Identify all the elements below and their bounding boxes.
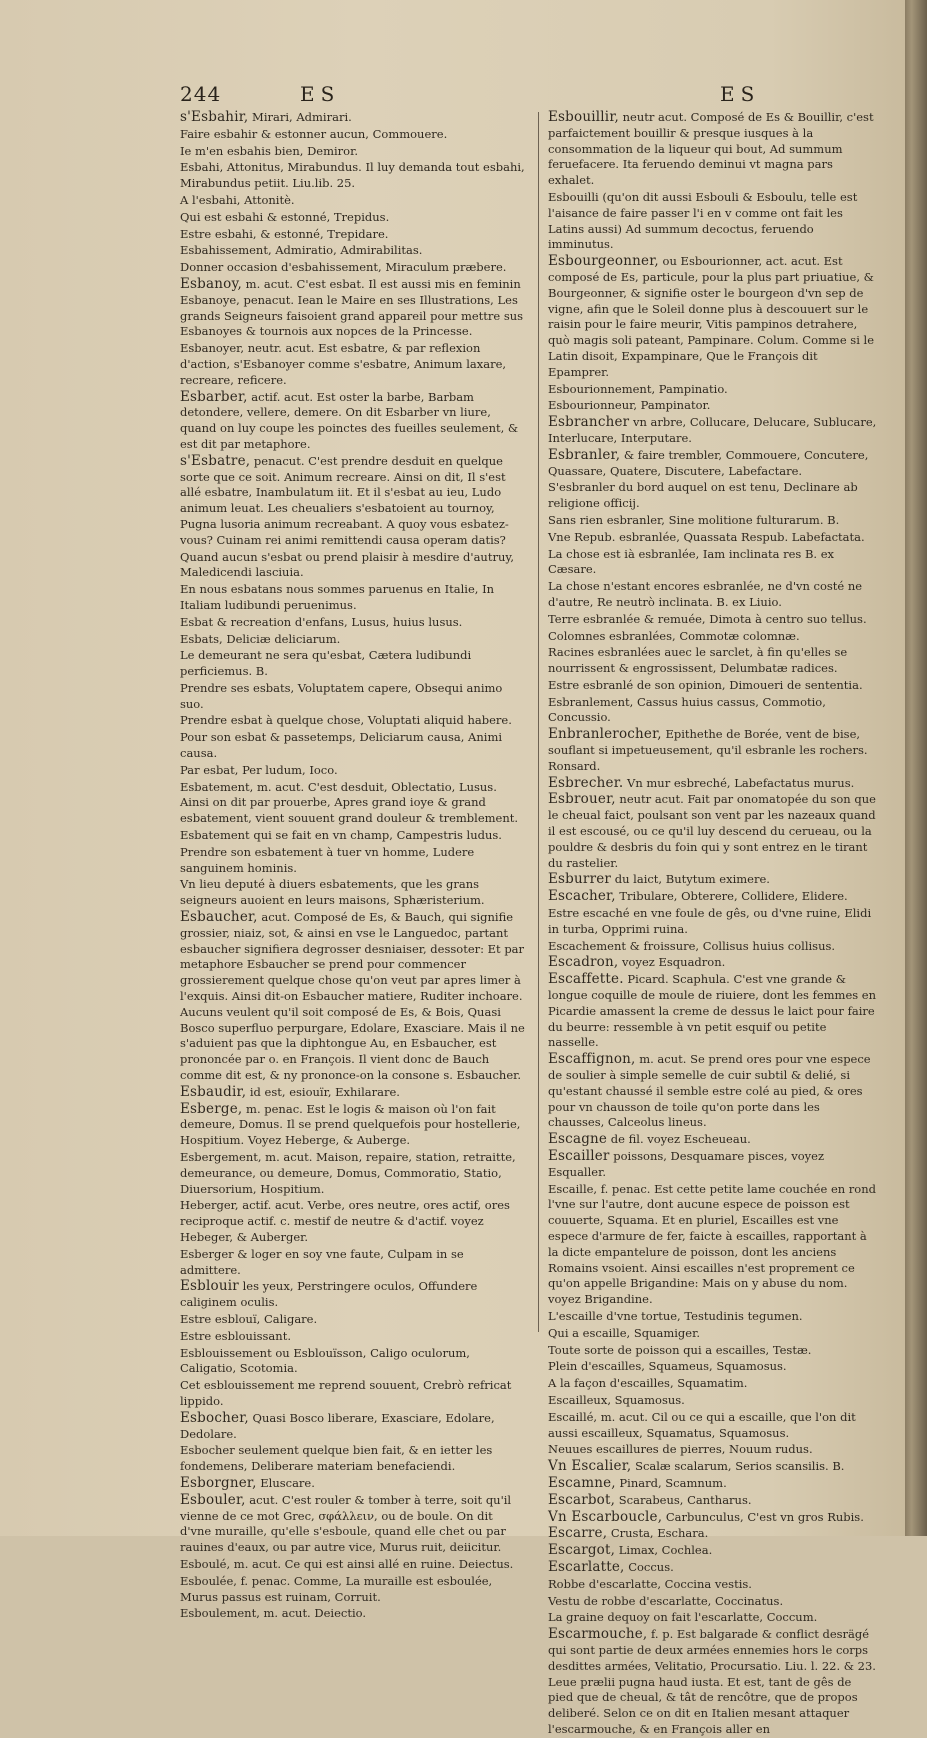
- dictionary-entry: [548, 645, 878, 677]
- dictionary-entry: [548, 955, 878, 971]
- entry-text: Donner occasion d'esbahissement, Miraculum præbere.: [180, 260, 507, 275]
- entry-text: La graine dequoy on fait l'escarlatte, Coccum.: [548, 1610, 818, 1625]
- dictionary-entry: [548, 1476, 878, 1492]
- entry-text: Esbahissement, Admiratio, Admirabilitas.: [180, 243, 423, 258]
- entry-text: Colomnes esbranlées, Commotæ colomnæ.: [548, 628, 800, 643]
- dictionary-entry: [180, 243, 525, 259]
- dictionary-entry: [548, 547, 878, 579]
- dictionary-entry: [180, 845, 525, 877]
- dictionary-entry: [180, 1476, 525, 1492]
- entry-headword: Esbranler,: [548, 446, 621, 463]
- dictionary-entry: [548, 1594, 878, 1610]
- dictionary-entry: [548, 889, 878, 905]
- entry-headword: Escarbot,: [548, 1491, 616, 1508]
- dictionary-entry: [548, 1526, 878, 1542]
- entry-headword: Esberge,: [180, 1100, 243, 1117]
- entry-text: Scarabeus, Cantharus.: [615, 1492, 752, 1507]
- entry-text: acut. Composé de Es, & Bauch, qui signifie grossier, niaiz, sot, & ainsi en vse le Languedoc, partant esbaucher signifiera degrosser desniaiser, dessoter: Et par metaphore Esbaucher se prend pour commencer grossierement quelque chose qu'on veut par apres limer à l'exquis. Ainsi dit-on Esbaucher matiere, Ruditer inchoare. Aucuns veulent qu'il soit composé de Es, & Bois, Quasi Bosco superfluo perpurgare, Edolare, Exasciare. Mais il ne s'aduient pas que la diphtongue Au, en Esbaucher, est prononcée par o. en François. Il vient donc de Bauch comme dit est, & ny prononce-on la consone s. Esbaucher.: [180, 910, 525, 1083]
- entry-text: vn arbre, Collucare, Delucare, Sublucare, Interlucare, Interputare.: [548, 415, 877, 445]
- entry-text: Esbourionneur, Pampinator.: [548, 398, 711, 413]
- entry-text: Estre escaché en vne foule de gês, ou d'vne ruine, Elidi in turba, Opprimi ruina.: [548, 906, 872, 936]
- entry-text: Scalæ scalarum, Serios scansilis. B.: [631, 1459, 845, 1474]
- dictionary-entry: [548, 1577, 878, 1593]
- dictionary-entry: [548, 727, 878, 774]
- dictionary-entry: [548, 480, 878, 512]
- dictionary-entry: [548, 1410, 878, 1442]
- dictionary-entry: [548, 1543, 878, 1559]
- dictionary-entry: [548, 1132, 878, 1148]
- entry-text: de fil. voyez Escheueau.: [607, 1132, 751, 1147]
- dictionary-entry: [548, 382, 878, 398]
- entry-text: m. acut. C'est esbat. Il est aussi mis en feminin Esbanoye, penacut. Iean le Maire en ses Illustrations, Les grands Seigneurs faisoient grand appareil pour mettre sus Esbanoyes & tournois aux nopces de la Princesse.: [180, 276, 524, 339]
- dictionary-entry: [180, 763, 525, 779]
- entry-headword: Esburrer: [548, 871, 612, 888]
- entry-headword: Escargot,: [548, 1542, 616, 1559]
- dictionary-entry: [180, 550, 525, 582]
- entry-text: Heberger, actif. acut. Verbe, ores neutre, ores actif, ores reciproque actif. c. mestif de neutre & d'actif. voyez Hebeger, & Auberger.: [180, 1198, 510, 1244]
- entry-text: Esbats, Deliciæ deliciarum.: [180, 631, 341, 646]
- entry-text: Terre esbranlée & remuée, Dimota à centro suo tellus.: [548, 611, 867, 626]
- dictionary-entry: [180, 632, 525, 648]
- entry-text: En nous esbatans nous sommes paruenus en Italie, In Italiam ludibundi peruenimus.: [180, 582, 495, 612]
- dictionary-entry: [548, 190, 878, 253]
- entry-text: Faire esbahir & estonner aucun, Commouere.: [180, 126, 448, 141]
- entry-text: Estre esbranlé de son opinion, Dimoueri de sententia.: [548, 677, 863, 692]
- entry-text: Escaille, f. penac. Est cette petite lame couchée en rond l'vne sur l'autre, dont aucune espece de poisson est couuerte, Squama. Et en pluriel, Escailles est vne espece d'armure de fer, faicte à escailles, rapportant à la dicte empantelure de poisson, dont les anciens Romains vsoient. Ainsi escailles n'est proprement ce qu'on appelle Brigandine: Mais on y abuse du nom. voyez Brigandine.: [548, 1181, 876, 1307]
- entry-text: Par esbat, Per ludum, Ioco.: [180, 762, 338, 777]
- dictionary-entry: [180, 780, 525, 827]
- entry-text: Escailleux, Squamosus.: [548, 1392, 685, 1407]
- dictionary-entry: [548, 1309, 878, 1325]
- dictionary-entry: [548, 415, 878, 447]
- dictionary-entry: [180, 110, 525, 126]
- entry-text: ou Esbourionner, act. acut. Est composé de Es, particule, pour la plus part priuatiue, & Bourgeonner, & signifie oster le bourgeon d'vn sep de vigne, afin que le Soleil donne plus à descouuert sur le raisin pour le faire meurir, Vitis pampinos detrahere, quò magis soli pateant, Pampinare. Colum. Comme si le Latin disoit, Expampinare, Que le François dit Epamprer.: [548, 254, 875, 379]
- dictionary-entry: [548, 1376, 878, 1392]
- entry-text: Esboulement, m. acut. Deiectio.: [180, 1606, 366, 1621]
- dictionary-entry: [180, 1329, 525, 1345]
- entry-text: Esboulé, m. acut. Ce qui est ainsi allé en ruine. Deiectus.: [180, 1556, 514, 1571]
- entry-headword: Escagne: [548, 1131, 608, 1148]
- dictionary-entry: [548, 1326, 878, 1342]
- dictionary-entry: [180, 1312, 525, 1328]
- dictionary-entry: [180, 341, 525, 388]
- entry-text: Limax, Cochlea.: [615, 1543, 713, 1558]
- entry-text: Esbatement qui se fait en vn champ, Campestris ludus.: [180, 828, 502, 843]
- dictionary-entry: [180, 1557, 525, 1573]
- dictionary-entry: [548, 792, 878, 871]
- entry-text: poissons, Desquamare pisces, voyez Esqualler.: [548, 1149, 825, 1179]
- dictionary-entry: [548, 448, 878, 480]
- dictionary-entry: [548, 1560, 878, 1576]
- dictionary-entry: [548, 972, 878, 1051]
- dictionary-entry: [548, 1442, 878, 1458]
- entry-text: Vne Repub. esbranlée, Quassata Respub. Labefactata.: [548, 529, 865, 544]
- entry-text: & faire trembler, Commouere, Concutere, Quassare, Quatere, Discutere, Labefactare.: [548, 447, 869, 478]
- entry-text: Prendre esbat à quelque chose, Voluptati aliquid habere.: [180, 713, 512, 728]
- left-column: [180, 109, 525, 1621]
- entry-text: Pour son esbat & passetemps, Deliciarum causa, Animi causa.: [180, 730, 503, 761]
- dictionary-entry: [548, 629, 878, 645]
- entry-headword: Esborgner,: [180, 1474, 257, 1491]
- dictionary-entry: [180, 730, 525, 762]
- dictionary-entry: [180, 1443, 525, 1475]
- entry-text: Prendre son esbatement à tuer vn homme, Ludere sanguinem hominis.: [180, 844, 475, 875]
- page-number: 244: [180, 82, 222, 106]
- dictionary-entry: [180, 713, 525, 729]
- entry-headword: Esbanoy,: [180, 275, 243, 292]
- column-divider: [538, 112, 539, 1332]
- entry-text: voyez Esquadron.: [618, 955, 726, 970]
- entry-text: Epithethe de Borée, vent de bise, souflant si impetueusement, qu'il esbranle les rochers. Ronsard.: [548, 727, 868, 773]
- entry-text: S'esbranler du bord auquel on est tenu, Declinare ab religione officij.: [548, 480, 858, 511]
- entry-text: Le demeurant ne sera qu'esbat, Cætera ludibundi perficiemus. B.: [180, 648, 472, 679]
- entry-text: Sans rien esbranler, Sine molitione fulturarum. B.: [548, 512, 840, 527]
- entry-text: actif. acut. Est oster la barbe, Barbam detondere, vellere, demere. On dit Esbarber vn liure, quand on luy coupe les poinctes des fueilles seulement, & est dit par metaphore.: [180, 389, 519, 451]
- dictionary-entry: [548, 872, 878, 888]
- dictionary-entry: [548, 530, 878, 546]
- dictionary-entry: [548, 110, 878, 189]
- dictionary-entry: [180, 127, 525, 143]
- entry-text: Esbanoyer, neutr. acut. Est esbatre, & par reflexion d'action, s'Esbanoyer comme s'esbatre, Animum laxare, recreare, reficere.: [180, 341, 507, 387]
- entry-text: neutr acut. Composé de Es & Bouillir, c'est parfaictement bouillir & presque iusques à la consommation de la liqueur qui bout, Ad summum feruefacere. Ita feruendo deminui vt magna pars exhalet.: [548, 110, 874, 188]
- entry-text: Carbunculus, C'est vn gros Rubis.: [662, 1509, 864, 1524]
- dictionary-entry: [548, 939, 878, 955]
- entry-text: Pinard, Scamnum.: [615, 1475, 727, 1490]
- dictionary-entry: [548, 1359, 878, 1375]
- dictionary-entry: [180, 1493, 525, 1556]
- dictionary-entry: [548, 1459, 878, 1475]
- entry-text: Toute sorte de poisson qui a escailles, Testæ.: [548, 1342, 812, 1357]
- entry-headword: Esbaudir,: [180, 1083, 247, 1100]
- dictionary-entry: [180, 1198, 525, 1245]
- page-header: [0, 82, 905, 112]
- dictionary-entry: [180, 210, 525, 226]
- entry-headword: Vn Escalier,: [548, 1458, 632, 1475]
- dictionary-entry: [548, 1343, 878, 1359]
- entry-text: Esberger & loger en soy vne faute, Culpam in se admittere.: [180, 1246, 464, 1277]
- dictionary-entry: [548, 1627, 878, 1738]
- dictionary-entry: [548, 579, 878, 611]
- entry-text: Quand aucun s'esbat ou prend plaisir à mesdire d'autruy, Maledicendi lasciuia.: [180, 549, 514, 580]
- dictionary-entry: [180, 1102, 525, 1149]
- dictionary-entry: [180, 1606, 525, 1622]
- dictionary-entry: [180, 828, 525, 844]
- entry-headword: Escacher,: [548, 888, 616, 905]
- entry-text: Prendre ses esbats, Voluptatem capere, Obsequi animo suo.: [180, 680, 503, 711]
- entry-headword: s'Esbatre,: [180, 452, 251, 469]
- dictionary-entry: [180, 277, 525, 340]
- entry-text: Cet esblouissement me reprend souuent, Crebrò refricat lippido.: [180, 1378, 512, 1408]
- entry-text: L'escaille d'vne tortue, Testudinis tegumen.: [548, 1308, 803, 1323]
- entry-headword: Escaffette.: [548, 971, 624, 988]
- entry-text: m. acut. Se prend ores pour vne espece de soulier à simple semelle de cuir subtil & delié, si qu'estant chaussé il semble estre colé au pied, & ores pour vn chausson de toile qu'on porte dans les chausses, Calceolus lineus.: [548, 1052, 871, 1130]
- dictionary-entry: [180, 1247, 525, 1279]
- dictionary-entry: [548, 513, 878, 529]
- dictionary-entry: [548, 1052, 878, 1131]
- dictionary-entry: [180, 390, 525, 453]
- dictionary-entry: [548, 398, 878, 414]
- entry-text: Crusta, Eschara.: [607, 1526, 709, 1541]
- entry-text: A l'esbahi, Attonitè.: [180, 192, 295, 207]
- entry-headword: Escarmouche,: [548, 1626, 648, 1643]
- dictionary-entry: [548, 1610, 878, 1626]
- entry-headword: Enbranlerocher,: [548, 726, 662, 743]
- dictionary-entry: [180, 1150, 525, 1197]
- entry-text: Esboulée, f. penac. Comme, La muraille est esboulée, Murus passus est ruinam, Corruit.: [180, 1573, 493, 1604]
- entry-text: Eluscare.: [256, 1475, 315, 1490]
- dictionary-entry: [548, 678, 878, 694]
- entry-headword: Esbourgeonner,: [548, 253, 659, 270]
- right-running-head: ES: [720, 82, 761, 106]
- entry-text: f. p. Est balgarade & conflict desrägé qui sont partie de deux armées ennemies hors le corps desdittes armées, Velitatio, Procursatio. Liu. l. 22. & 23. Leue prælii pugna haud iusta. Et est, tant de gês de pied que de cheual, & tât de rencôtre, que de propos deliberé. Selon ce on dit en Italien mesant attaquer l'escarmouche, & en François aller en: [548, 1627, 876, 1736]
- entry-headword: Esbrancher: [548, 414, 630, 431]
- entry-text: Esbourionnement, Pampinatio.: [548, 381, 728, 396]
- entry-text: A la façon d'escailles, Squamatim.: [548, 1376, 748, 1391]
- dictionary-entry: [180, 260, 525, 276]
- entry-text: Quasi Bosco liberare, Exasciare, Edolare, Dedolare.: [180, 1410, 495, 1441]
- entry-text: Mirari, Admirari.: [248, 110, 352, 124]
- entry-headword: Escadron,: [548, 954, 619, 971]
- entry-headword: Escaffignon,: [548, 1051, 636, 1068]
- entry-headword: Esbouillir,: [548, 109, 619, 125]
- dictionary-entry: [180, 648, 525, 680]
- entry-text: Ie m'en esbahis bien, Demiror.: [180, 143, 358, 158]
- entry-text: La chose n'estant encores esbranlée, ne d'vn costé ne d'autre, Re neutrò inclinata. B. ex Liuio.: [548, 579, 863, 609]
- entry-headword: Escarlatte,: [548, 1558, 625, 1575]
- entry-text: Esbat & recreation d'enfans, Lusus, huius lusus.: [180, 614, 463, 629]
- entry-text: Picard. Scaphula. C'est vne grande & longue coquille de moule de riuiere, dont les femmes en Picardie amassent la creme de dessus le laict pour faire du beurre: ressemble à vn petit esquif ou petite nasselle.: [548, 972, 877, 1050]
- entry-text: id est, esiouïr, Exhilarare.: [246, 1084, 400, 1099]
- entry-text: La chose est ià esbranlée, Iam inclinata res B. ex Cæsare.: [548, 546, 835, 577]
- entry-text: Escaillé, m. acut. Cil ou ce qui a escaille, que l'on dit aussi escailleux, Squamatus, Squamosus.: [548, 1409, 856, 1440]
- entry-text: Estre esbahi, & estonné, Trepidare.: [180, 226, 389, 241]
- dictionary-entry: [548, 1510, 878, 1526]
- entry-text: Qui a escaille, Squamiger.: [548, 1325, 700, 1340]
- entry-headword: Esbouler,: [180, 1491, 246, 1508]
- entry-headword: Escailler: [548, 1148, 610, 1164]
- dictionary-entry: [180, 582, 525, 614]
- dictionary-entry: [180, 681, 525, 713]
- entry-text: les yeux, Perstringere oculos, Offundere caliginem oculis.: [180, 1279, 478, 1310]
- entry-text: Vestu de robbe d'escarlatte, Coccinatus.: [548, 1593, 784, 1608]
- entry-text: Vn mur esbreché, Labefactatus murus.: [623, 775, 855, 790]
- entry-text: Esbatement, m. acut. C'est desduit, Oblectatio, Lusus. Ainsi on dit par prouerbe, Apres grand ioye & grand esbatement, vient souuent grand douleur & tremblement.: [180, 779, 519, 826]
- entry-text: Esbahi, Attonitus, Mirabundus. Il luy demanda tout esbahi, Mirabundus petiit. Liu.lib. 25.: [180, 160, 525, 191]
- right-column: [548, 109, 878, 1736]
- entry-text: Esblouissement ou Esblouïsson, Caligo oculorum, Caligatio, Scotomia.: [180, 1345, 470, 1376]
- entry-text: Esbergement, m. acut. Maison, repaire, station, retraitte, demeurance, ou demeure, Domus, Commoratio, Statio, Diuersorium, Hospitium.: [180, 1150, 516, 1196]
- entry-headword: Escarre,: [548, 1525, 608, 1542]
- entry-headword: Esbrouer,: [548, 791, 616, 808]
- entry-headword: Esbaucher,: [180, 909, 258, 926]
- dictionary-entry: [548, 612, 878, 628]
- entry-text: Escachement & froissure, Collisus huius collisus.: [548, 938, 836, 953]
- dictionary-entry: [180, 193, 525, 209]
- entry-text: Coccus.: [624, 1559, 674, 1574]
- dictionary-entry: [548, 776, 878, 792]
- entry-headword: s'Esbahir,: [180, 109, 249, 125]
- entry-text: acut. C'est rouler & tomber à terre, soit qu'il vienne de ce mot Grec, σφάλλειν, ou de boule. On dit d'vne muraille, qu'elle s'esboule, quand elle chet ou par rauines d'eaux, ou par autre vice, Murus ruit, deiicitur.: [180, 1492, 512, 1555]
- entry-headword: Esbarber,: [180, 388, 248, 405]
- page-edge: [905, 0, 927, 1536]
- entry-headword: Escamne,: [548, 1474, 616, 1491]
- left-running-head: ES: [300, 82, 341, 106]
- dictionary-entry: [180, 615, 525, 631]
- entry-text: Tribulare, Obterere, Collidere, Elidere.: [615, 889, 848, 904]
- entry-text: Esbranlement, Cassus huius cassus, Commotio, Concussio.: [548, 694, 826, 725]
- dictionary-entry: [180, 1085, 525, 1101]
- entry-headword: Esbocher,: [180, 1409, 249, 1426]
- dictionary-entry: [548, 1493, 878, 1509]
- dictionary-entry: [548, 254, 878, 380]
- entry-text: Estre esblouissant.: [180, 1328, 291, 1343]
- entry-headword: Esbrecher.: [548, 774, 624, 791]
- entry-text: Robbe d'escarlatte, Coccina vestis.: [548, 1576, 752, 1591]
- entry-text: Esbouilli (qu'on dit aussi Esbouli & Esboulu, telle est l'aisance de faire passer l'i en v comme ont fait les Latins aussi) Ad summum decoctus, feruendo imminutus.: [548, 189, 858, 252]
- entry-text: Neuues escaillures de pierres, Nouum rudus.: [548, 1442, 813, 1457]
- dictionary-entry: [180, 1574, 525, 1606]
- dictionary-entry: [180, 227, 525, 243]
- entry-text: Plein d'escailles, Squameus, Squamosus.: [548, 1359, 787, 1374]
- dictionary-entry: [180, 1378, 525, 1410]
- dictionary-entry: [180, 877, 525, 909]
- entry-text: Racines esbranlées auec le sarclet, à fin qu'elles se nourrissent & engrossissent, Delumbatæ radices.: [548, 645, 848, 676]
- entry-text: neutr acut. Fait par onomatopée du son que le cheual faict, poulsant son vent par les nazeaux quand il est escousé, ou ce qu'il luy descend du cerueau, ou la pouldre & desbris du foin qui y sont entrez en le tirant du rastelier.: [548, 792, 876, 870]
- dictionary-entry: [548, 695, 878, 727]
- dictionary-entry: [548, 906, 878, 938]
- entry-text: Qui est esbahi & estonné, Trepidus.: [180, 209, 390, 224]
- entry-text: Esbocher seulement quelque bien fait, & en ietter les fondemens, Deliberare materiam benefaciendi.: [180, 1443, 493, 1474]
- dictionary-entry: [548, 1182, 878, 1308]
- entry-text: penacut. C'est prendre desduit en quelque sorte que ce soit. Animum recreare. Ainsi on dit, Il s'est allé esbatre, Inambulatum iit. Et il s'esbat au ieu, Ludo animum leuat. Les cheualiers s'esbatoient au tournoy, Pugna lusoria animum recreabant. A quoy vous esbatez-vous? Cuinam rei animi remittendi causa operam datis?: [180, 453, 509, 547]
- dictionary-entry: [180, 910, 525, 1084]
- dictionary-entry: [180, 1279, 525, 1311]
- dictionary-entry: [180, 1346, 525, 1378]
- dictionary-entry: [180, 160, 525, 192]
- entry-text: du laict, Butytum eximere.: [611, 872, 770, 887]
- entry-headword: Esblouir: [180, 1278, 239, 1295]
- dictionary-entry: [548, 1393, 878, 1409]
- dictionary-entry: [180, 454, 525, 549]
- entry-text: Vn lieu deputé à diuers esbatements, que les grans seigneurs auoient en leurs maisons, Sphæristerium.: [180, 877, 485, 908]
- entry-headword: Vn Escarboucle,: [548, 1508, 663, 1525]
- dictionary-entry: [180, 144, 525, 160]
- dictionary-entry: [548, 1149, 878, 1181]
- entry-text: Estre esblouï, Caligare.: [180, 1311, 318, 1326]
- entry-text: m. penac. Est le logis & maison où l'on fait demeure, Domus. Il se prend quelquefois pour hostellerie, Hospitium. Voyez Heberge, & Auberge.: [180, 1101, 521, 1148]
- dictionary-entry: [180, 1411, 525, 1443]
